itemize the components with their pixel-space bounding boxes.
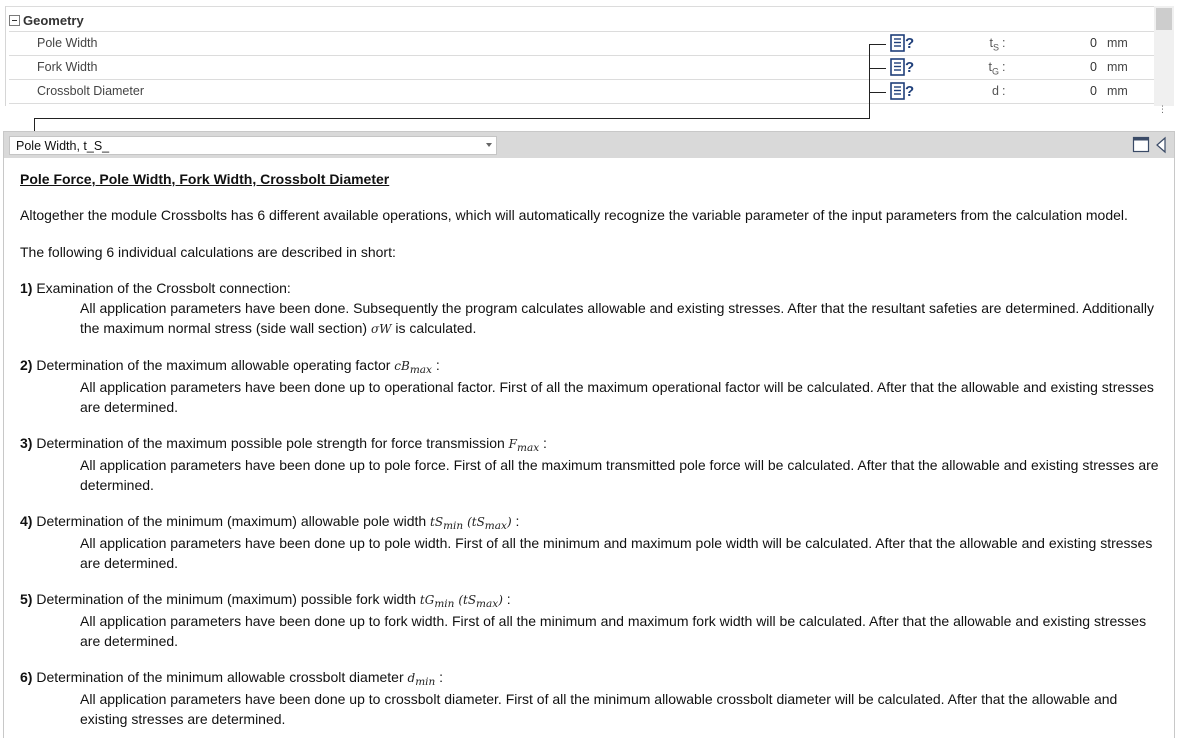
- svg-text:?: ?: [905, 83, 915, 100]
- list-item: 5) Determination of the minimum (maximum) possible fork width $tG_{min}$ $(tS_{max})$ : All application parameters have been done up to fork width. First of all the minimum and maximum fork width will be calculated. After that the allowable and existing stresses are determined.: [20, 591, 1147, 649]
- triangle-left-icon[interactable]: [1155, 136, 1167, 154]
- property-colon: :: [1002, 60, 1006, 74]
- property-symbol: $t_G$: [988, 60, 999, 77]
- property-colon: :: [1002, 36, 1006, 50]
- help-panel: [3, 131, 1175, 738]
- svg-text:?: ?: [905, 59, 915, 76]
- help-title: Pole Force, Pole Width, Fork Width, Crossbolt Diameter: [20, 171, 390, 187]
- property-symbol: $t_S$: [989, 36, 999, 53]
- list-item: 2) Determination of the maximum allowable operating factor $cB_{max}$ : All application parameters have been done up to operational factor. First of all the maximum operational factor will be calculated. After that the allowable and existing stresses are determined.: [20, 357, 1154, 415]
- property-name: Crossbolt Diameter: [37, 84, 144, 98]
- list-item: 6) Determination of the minimum allowable crossbolt diameter $d_{min}$ : All application parameters have been done up to crossbolt diameter. First of all the minimum allowable crossbolt diameter will be calculated. After that the allowable and existing stresses are determined.: [20, 669, 1118, 727]
- topic-dropdown[interactable]: [9, 136, 497, 155]
- property-unit: mm: [1107, 60, 1128, 74]
- property-unit: mm: [1107, 36, 1128, 50]
- lead-paragraph: The following 6 individual calculations are described in short:: [20, 244, 396, 260]
- property-unit: mm: [1107, 84, 1128, 98]
- window-icon[interactable]: [1132, 136, 1150, 154]
- list-item: 4) Determination of the minimum (maximum) allowable pole width $tS_{min}$ $(tS_{max})$ : All application parameters have been done up to pole width. First of all the minimum and maximum pole width will be calculated. After that the allowable and existing stresses are determined.: [20, 513, 1153, 571]
- chevron-down-icon[interactable]: [486, 143, 492, 147]
- list-item: 1) Examination of the Crossbolt connection: All application parameters have been done. Subsequently the program calculates allowable and existing stresses. After that the resultant safeties are determined. Additionally the maximum normal stress (side wall section) σW is calculated.: [20, 280, 1154, 336]
- help-connector-lines: [0, 0, 1181, 140]
- property-colon: :: [1002, 84, 1006, 98]
- svg-text:?: ?: [905, 35, 915, 52]
- help-document: [20, 170, 1160, 729]
- intro-paragraph: Altogether the module Crossbolts has 6 different available operations, which will automatically recognize the variable parameter of the input parameters from the calculation model.: [20, 207, 1128, 223]
- property-symbol: d: [992, 84, 999, 98]
- help-panel-header: [4, 132, 1174, 158]
- scroll-down-icon[interactable]: ⋮: [1158, 104, 1167, 114]
- list-item: 3) Determination of the maximum possible pole strength for force transmission $F_{max}$ : All application parameters have been done up to pole force. First of all the maximum transmitted pole force will be calculated. After that the allowable and existing stresses are determined.: [20, 435, 1159, 493]
- topic-dropdown-value: Pole Width, t_S_: [16, 139, 110, 153]
- category-label: Geometry: [23, 12, 84, 28]
- property-name: Pole Width: [37, 36, 98, 50]
- property-name: Fork Width: [37, 60, 98, 74]
